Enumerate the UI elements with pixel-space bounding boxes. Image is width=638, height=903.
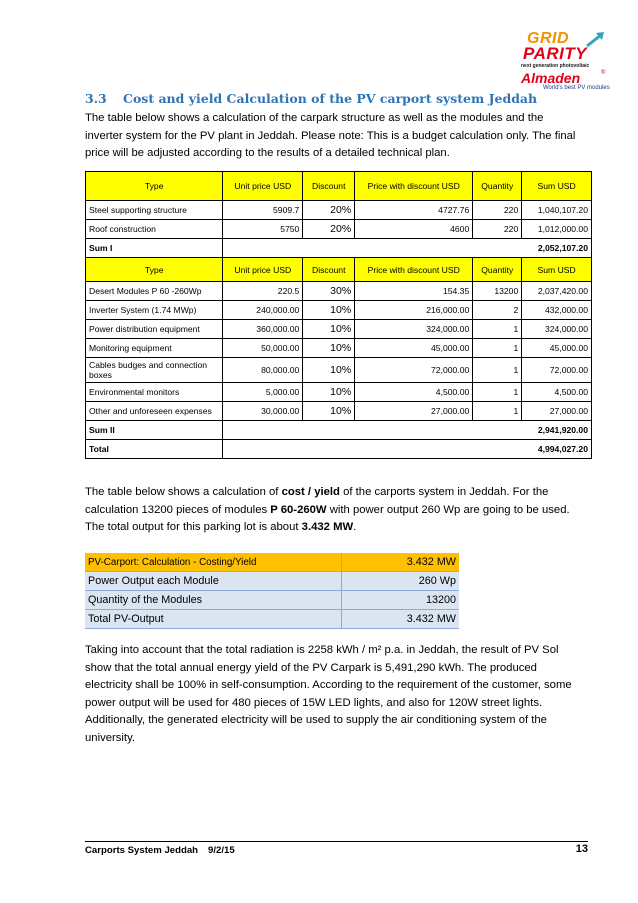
logo-parity-text: PARITY xyxy=(523,44,588,63)
row-sum: 45,000.00 xyxy=(522,339,592,358)
total-value: 4,994,027.20 xyxy=(223,440,592,459)
table-header-row xyxy=(86,172,592,201)
sum-ii-label: Sum II xyxy=(86,421,223,440)
row-sum: 1,040,107.20 xyxy=(522,201,592,220)
column-header: Price with discount USD xyxy=(355,258,473,282)
pv-row-label: Total PV-Output xyxy=(85,610,342,629)
sum-ii-row xyxy=(86,421,592,440)
column-header: Type xyxy=(86,258,223,282)
row-unit-price: 30,000.00 xyxy=(223,402,303,421)
row-sum: 4,500.00 xyxy=(522,383,592,402)
yield-paragraph xyxy=(85,484,583,537)
column-header: Discount xyxy=(303,172,355,201)
row-price-with-discount: 4600 xyxy=(355,220,473,239)
pv-header-value: 3.432 MW xyxy=(342,553,460,572)
row-unit-price: 240,000.00 xyxy=(223,301,303,320)
table-row xyxy=(86,220,592,239)
yield-text-2: of the carports system in Jeddah. For the calculation 13200 pieces of modules xyxy=(85,486,549,516)
row-type: Other and unforeseen expenses xyxy=(86,402,223,421)
row-quantity: 1 xyxy=(473,402,522,421)
row-quantity: 220 xyxy=(473,201,522,220)
column-header: Unit price USD xyxy=(223,258,303,282)
row-price-with-discount: 324,000.00 xyxy=(355,320,473,339)
logo-slogan: World's best PV modules xyxy=(543,85,610,91)
logo-company: Almaden xyxy=(521,70,581,86)
sum-i-row xyxy=(86,239,592,258)
yield-text-4: . xyxy=(353,521,357,534)
table-row xyxy=(85,610,459,629)
row-unit-price: 5750 xyxy=(223,220,303,239)
intro-paragraph: The table below shows a calculation of the carpark structure as well as the modules and the inverter system for the PV plant in Jeddah. Please note: This is a budget calculation only. The final price will be adjusted according to the results of a detailed technical plan. xyxy=(85,112,576,160)
column-header: Sum USD xyxy=(522,258,592,282)
row-discount: 10% xyxy=(303,383,355,402)
row-price-with-discount: 4,500.00 xyxy=(355,383,473,402)
section-heading xyxy=(85,91,537,106)
sum-ii-value: 2,941,920.00 xyxy=(223,421,592,440)
table-row xyxy=(85,572,459,591)
total-row xyxy=(86,440,592,459)
closing-paragraph: Taking into account that the total radiation is 2258 kWh / m² p.a. in Jeddah, the result of PV Sol show that the total annual energy yield of the PV Carpark is 5,491,290 kWh. The produced electricity shall be 100% in self-consumption. According to the requirement of the customer, some power output will be used for 480 pieces of 15W LED lights, and also for 120W street lights. Additionally, the generated electricity will be used to supply the air conditioning system of the university. xyxy=(85,644,572,744)
row-quantity: 1 xyxy=(473,320,522,339)
logo-registered: ® xyxy=(601,70,606,76)
row-type: Cables budges and connection boxes xyxy=(86,358,223,383)
row-price-with-discount: 45,000.00 xyxy=(355,339,473,358)
row-quantity: 220 xyxy=(473,220,522,239)
yield-text-3: with power output 260 Wp are going to be used. The total output for this parking lot is about xyxy=(85,503,570,534)
row-price-with-discount: 72,000.00 xyxy=(355,358,473,383)
row-sum: 1,012,000.00 xyxy=(522,220,592,239)
table-row xyxy=(86,301,592,320)
sum-i-value: 2,052,107.20 xyxy=(223,239,592,258)
row-unit-price: 5909.7 xyxy=(223,201,303,220)
row-type: Environmental monitors xyxy=(86,383,223,402)
table-header-row xyxy=(86,258,592,282)
grid-parity-almaden-logo xyxy=(519,30,611,91)
section-number: 3.3 xyxy=(85,91,107,106)
yield-bold-1: cost / yield xyxy=(281,486,340,498)
row-sum: 432,000.00 xyxy=(522,301,592,320)
row-sum: 27,000.00 xyxy=(522,402,592,421)
row-price-with-discount: 27,000.00 xyxy=(355,402,473,421)
column-header: Price with discount USD xyxy=(355,172,473,201)
total-label: Total xyxy=(86,440,223,459)
arrow-icon xyxy=(585,30,609,50)
section-title: Cost and yield Calculation of the PV carport system Jeddah xyxy=(123,91,538,106)
column-header: Quantity xyxy=(473,172,522,201)
row-discount: 10% xyxy=(303,402,355,421)
row-unit-price: 5,000.00 xyxy=(223,383,303,402)
row-unit-price: 50,000.00 xyxy=(223,339,303,358)
row-quantity: 1 xyxy=(473,339,522,358)
column-header: Sum USD xyxy=(522,172,592,201)
footer-title xyxy=(85,845,235,856)
row-type: Power distribution equipment xyxy=(86,320,223,339)
row-discount: 10% xyxy=(303,358,355,383)
column-header: Unit price USD xyxy=(223,172,303,201)
yield-bold-3: 3.432 MW xyxy=(301,521,354,534)
row-quantity: 2 xyxy=(473,301,522,320)
row-sum: 324,000.00 xyxy=(522,320,592,339)
pv-header-label: PV-Carport: Calculation - Costing/Yield xyxy=(85,553,342,572)
table-row xyxy=(86,358,592,383)
table-row xyxy=(86,402,592,421)
row-discount: 30% xyxy=(303,282,355,301)
page-number: 13 xyxy=(575,843,588,855)
footer-date: 9/2/15 xyxy=(208,845,235,856)
pv-table-header-row xyxy=(85,553,459,572)
table-row xyxy=(86,339,592,358)
row-price-with-discount: 216,000.00 xyxy=(355,301,473,320)
row-sum: 2,037,420.00 xyxy=(522,282,592,301)
logo-tagline: next generation photovoltaic xyxy=(521,63,590,69)
row-quantity: 13200 xyxy=(473,282,522,301)
table-row xyxy=(85,591,459,610)
row-type: Inverter System (1.74 MWp) xyxy=(86,301,223,320)
pv-yield-table xyxy=(85,553,459,629)
row-unit-price: 220.5 xyxy=(223,282,303,301)
row-price-with-discount: 4727.76 xyxy=(355,201,473,220)
row-price-with-discount: 154.35 xyxy=(355,282,473,301)
row-sum: 72,000.00 xyxy=(522,358,592,383)
column-header: Quantity xyxy=(473,258,522,282)
row-discount: 10% xyxy=(303,320,355,339)
logo-grid-text: GRID xyxy=(527,30,569,47)
cost-table xyxy=(85,171,592,459)
column-header: Discount xyxy=(303,258,355,282)
table-row xyxy=(86,320,592,339)
row-type: Roof construction xyxy=(86,220,223,239)
footer-document-title: Carports System Jeddah xyxy=(85,845,199,856)
table-row xyxy=(86,201,592,220)
column-header: Type xyxy=(86,172,223,201)
row-discount: 20% xyxy=(303,201,355,220)
yield-bold-2: P 60-260W xyxy=(270,503,327,516)
yield-text-1: The table below shows a calculation of xyxy=(85,486,282,498)
pv-row-label: Quantity of the Modules xyxy=(85,591,342,610)
pv-row-label: Power Output each Module xyxy=(85,572,342,591)
row-unit-price: 80,000.00 xyxy=(223,358,303,383)
row-discount: 10% xyxy=(303,301,355,320)
row-type: Steel supporting structure xyxy=(86,201,223,220)
row-discount: 10% xyxy=(303,339,355,358)
pv-row-value: 3.432 MW xyxy=(342,610,460,629)
sum-i-label: Sum I xyxy=(86,239,223,258)
table-row xyxy=(86,282,592,301)
pv-row-value: 260 Wp xyxy=(342,572,460,591)
row-discount: 20% xyxy=(303,220,355,239)
row-quantity: 1 xyxy=(473,383,522,402)
row-type: Monitoring equipment xyxy=(86,339,223,358)
row-type: Desert Modules P 60 -260Wp xyxy=(86,282,223,301)
table-row xyxy=(86,383,592,402)
row-quantity: 1 xyxy=(473,358,522,383)
footer-divider xyxy=(85,841,588,842)
pv-row-value: 13200 xyxy=(342,591,460,610)
row-unit-price: 360,000.00 xyxy=(223,320,303,339)
